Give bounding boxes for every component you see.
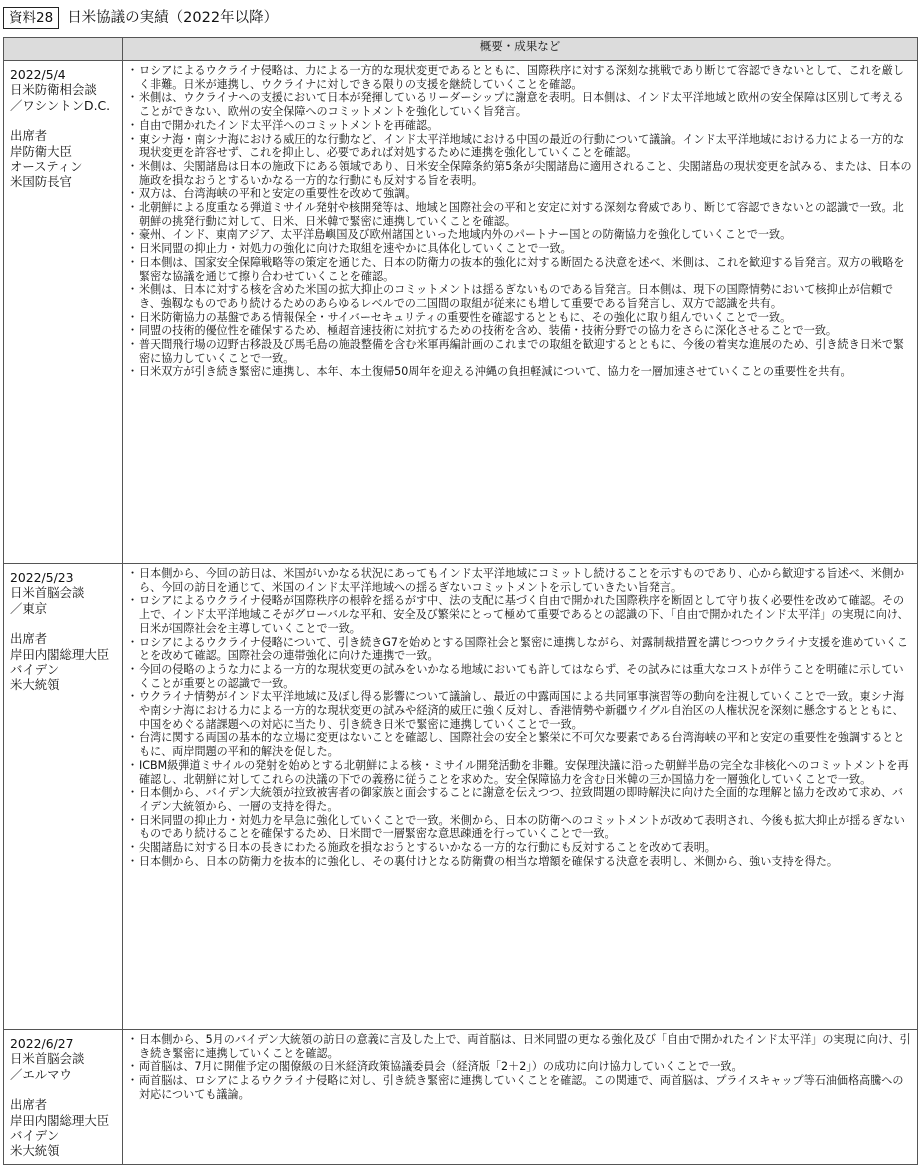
summary-list <box>127 1033 913 1102</box>
meeting-info-cell <box>4 1030 123 1165</box>
list-item: ・ 普天間飛行場の辺野古移設及び馬毛島の施設整備を含む米軍再編計画のこれまでの取組を歓迎するとともに、今後の着実な進展のため、引き続き日米で緊密に協力していくことで一致。 <box>127 338 913 365</box>
list-item: ・ 自由で開かれたインド太平洋へのコミットメントを再確認。 <box>127 119 913 133</box>
list-item: ・ ICBM級弾道ミサイルの発射を始めとする北朝鮮による核・ミサイル開発活動を非難。安保理決議に沿った朝鮮半島の完全な非核化へのコミットメントを再確認し、北朝鮮に対してこれらの決議の下での義務に従うことを求めた。安全保障協力を含む日米韓の三か国協力を一層強化していくことで一致。 <box>127 759 913 786</box>
meeting-name: 日米首脳会談 <box>10 585 85 601</box>
attendee-line: 岸田内閣総理大臣 <box>10 646 110 662</box>
meeting-date: 2022/5/4 <box>10 67 66 82</box>
meeting-name: 日米防衛相会談 <box>10 82 97 98</box>
attendee-line: バイデン <box>10 1128 60 1144</box>
summary-cell <box>123 1030 918 1165</box>
consultation-table <box>3 37 918 1165</box>
list-item: ・ ロシアによるウクライナ侵略は、力による一方的な現状変更であるとともに、国際秩序に対する深刻な挑戦であり断じて容認できないとして、これを厳しく非難。日米が連携し、ウクライナに対しできる限りの支援を継続していくことを確認。 <box>127 64 913 91</box>
summary-list <box>127 64 913 379</box>
summary-cell <box>123 61 918 564</box>
list-item: ・ 米側は、ウクライナへの支援において日本が発揮しているリーダーシップに謝意を表明。日本側は、インド太平洋地域と欧州の安全保障は区別して考えることができない、欧州の安全保障へのコミットメントを強化していく旨発言。 <box>127 91 913 118</box>
list-item: ・ 日米双方が引き続き緊密に連携し、本年、本土復帰50周年を迎える沖縄の負担軽減について、協力を一層加速させていくことの重要性を共有。 <box>127 365 913 379</box>
list-item: ・ 日本側から、今回の訪日は、米国がいかなる状況にあってもインド太平洋地域にコミットし続けることを示すものであり、心から歓迎する旨述べ、米側から、今回の訪日を通じて、米国のインド太平洋地域への揺るぎないコミットメントを示していきたい旨発言。 <box>127 567 913 594</box>
spacer <box>10 113 118 128</box>
meeting-info-cell <box>4 564 123 1030</box>
attendee-line: 米大統領 <box>10 1143 60 1159</box>
document-label: 資料28 <box>3 7 59 29</box>
list-item: ・ ウクライナ情勢がインド太平洋地域に及ぼし得る影響について議論し、最近の中露両国による共同軍事演習等の動向を注視していくことで一致。東シナ海や南シナ海における力による一方的な現状変更の試みや経済的威圧に強く反対し、香港情勢や新疆ウイグル自治区の人権状況を深刻に懸念するとともに、中国をめぐる諸課題への対応に当たり、引き続き日米で緊密に連携していくことで一致。 <box>127 690 913 731</box>
list-item: ・ 日米同盟の抑止力・対処力を早急に強化していくことで一致。米側から、日本の防衛へのコミットメントが改めて表明され、今後も拡大抑止が揺るぎないものであり続けることを確保するため、日米間で一層緊密な意思疎通を行っていくことで一致。 <box>127 814 913 841</box>
meeting-date: 2022/6/27 <box>10 1036 74 1051</box>
meeting-place: ／エルマウ <box>10 1066 72 1082</box>
attendee-line: 岸田内閣総理大臣 <box>10 1112 110 1128</box>
attendee-line: 岸防衛大臣 <box>10 143 72 159</box>
spacer <box>10 1082 118 1097</box>
table-header-row <box>4 38 918 61</box>
meeting-name: 日米首脳会談 <box>10 1051 85 1067</box>
attendee-line: 米大統領 <box>10 677 60 693</box>
list-item: ・ 東シナ海・南シナ海における威圧的な行動など、インド太平洋地域における中国の最近の行動について議論。インド太平洋地域における力による一方的な現状変更を許容せず、これを抑止し、必要であれば対処するために連携を強化していくことを確認。 <box>127 133 913 160</box>
list-item: ・ ロシアによるウクライナ侵略が国際秩序の根幹を揺るがす中、法の支配に基づく自由で開かれた国際秩序を断固として守り抜く必要性を改めて確認。その上で、インド太平洋地域こそがグローバルな平和、安全及び繁栄にとって極めて重要であるとの認識の下、「自由で開かれたインド太平洋」の実現に向け、日米が国際社会を主導していくことで一致。 <box>127 594 913 635</box>
header-cell-meeting <box>4 38 123 61</box>
attendees-label: 出席者 <box>10 128 48 144</box>
list-item: ・ 今回の侵略のような力による一方的な現状変更の試みをいかなる地域においても許してはならず、その試みには重大なコストが伴うことを明確に示していくことが重要との認識で一致。 <box>127 663 913 690</box>
list-item: ・ ロシアによるウクライナ侵略について、引き続きG7を始めとする国際社会と緊密に連携しながら、対露制裁措置を講じつつウクライナ支援を進めていくことを改めて確認。国際社会の連帯強化に向けた連携で一致。 <box>127 636 913 663</box>
list-item: ・ 日米同盟の抑止力・対処力の強化に向けた取組を速やかに具体化していくことで一致。 <box>127 242 913 256</box>
list-item: ・ 日本側から、バイデン大統領が拉致被害者の御家族と面会することに謝意を伝えつつ、拉致問題の即時解決に向けた全面的な理解と協力を改めて求め、バイデン大統領から、一層の支持を得た。 <box>127 786 913 813</box>
header-cell-summary: 概要・成果など <box>123 38 918 61</box>
meeting-date: 2022/5/23 <box>10 570 74 585</box>
list-item: ・ 尖閣諸島に対する日本の長きにわたる施政を損なおうとするいかなる一方的な行動にも反対することを改めて表明。 <box>127 841 913 855</box>
list-item: ・ 台湾に関する両国の基本的な立場に変更はないことを確認し、国際社会の安全と繁栄に不可欠な要素である台湾海峡の平和と安定の重要性を強調するとともに、両岸問題の平和的解決を促した。 <box>127 731 913 758</box>
list-item: ・ 日米防衛協力の基盤である情報保全・サイバーセキュリティの重要性を確認するとともに、その強化に取り組んでいくことで一致。 <box>127 311 913 325</box>
list-item: ・ 両首脳は、7月に開催予定の閣僚級の日米経済政策協議委員会（経済版「2＋2」）の成功に向け協力していくことで一致。 <box>127 1060 913 1074</box>
meeting-place: ／ワシントンD.C. <box>10 97 111 113</box>
attendees-label: 出席者 <box>10 631 48 647</box>
spacer <box>10 616 118 631</box>
attendee-line: オースティン <box>10 159 83 175</box>
meeting-place: ／東京 <box>10 600 48 616</box>
list-item: ・ 豪州、インド、東南アジア、太平洋島嶼国及び欧州諸国といった地域内外のパートナー国との防衛協力を強化していくことで一致。 <box>127 228 913 242</box>
list-item: ・ 日本側は、国家安全保障戦略等の策定を通じた、日本の防衛力の抜本的強化に対する断固たる決意を述べ、米側は、これを歓迎する旨発言。双方の戦略を緊密な協議を通じて擦り合わせていくことを確認。 <box>127 256 913 283</box>
table-row <box>4 564 918 1030</box>
document-title: 日米協議の実績（2022年以降） <box>67 10 279 26</box>
list-item: ・ 双方は、台湾海峡の平和と安定の重要性を改めて強調。 <box>127 187 913 201</box>
attendees-label: 出席者 <box>10 1097 48 1113</box>
table-row <box>4 61 918 564</box>
summary-list <box>127 567 913 868</box>
attendee-line: バイデン <box>10 662 60 678</box>
meeting-info-cell <box>4 61 123 564</box>
summary-cell <box>123 564 918 1030</box>
table-row <box>4 1030 918 1165</box>
list-item: ・ 日本側から、日本の防衛力を抜本的に強化し、その裏付けとなる防衛費の相当な増額を確保する決意を表明し、米側から、強い支持を得た。 <box>127 855 913 869</box>
list-item: ・ 北朝鮮による度重なる弾道ミサイル発射や核開発等は、地域と国際社会の平和と安定に対する深刻な脅威であり、断じて容認できないとの認識で一致。北朝鮮の挑発行動に対して、日米、日米韓で緊密に連携していくことを確認。 <box>127 201 913 228</box>
attendee-line: 米国防長官 <box>10 174 72 190</box>
list-item: ・ 両首脳は、ロシアによるウクライナ侵略に対し、引き続き緊密に連携していくことを確認。この関連で、両首脳は、プライスキャップ等石油価格高騰への対応についても議論。 <box>127 1074 913 1101</box>
list-item: ・ 米側は、日本に対する核を含めた米国の拡大抑止のコミットメントは揺るぎないものである旨発言。日本側は、現下の国際情勢において核抑止が信頼でき、強靱なものであり続けるためのあらゆるレベルでの二国間の取組が従来にも増して重要である旨発言し、双方で認識を共有。 <box>127 283 913 310</box>
list-item: ・ 日本側から、5月のバイデン大統領の訪日の意義に言及した上で、両首脳は、日米同盟の更なる強化及び「自由で開かれたインド太平洋」の実現に向け、引き続き緊密に連携していくことを確認。 <box>127 1033 913 1060</box>
document-header <box>3 5 917 31</box>
list-item: ・ 同盟の技術的優位性を確保するため、極超音速技術に対抗するための技術を含め、装備・技術分野での協力をさらに深化させることで一致。 <box>127 324 913 338</box>
list-item: ・ 米側は、尖閣諸島は日本の施政下にある領域であり、日米安全保障条約第5条が尖閣諸島に適用されること、尖閣諸島の現状変更を試みる、または、日本の施政を損なおうとするいかなる一方的な行動にも反対する旨を表明。 <box>127 160 913 187</box>
